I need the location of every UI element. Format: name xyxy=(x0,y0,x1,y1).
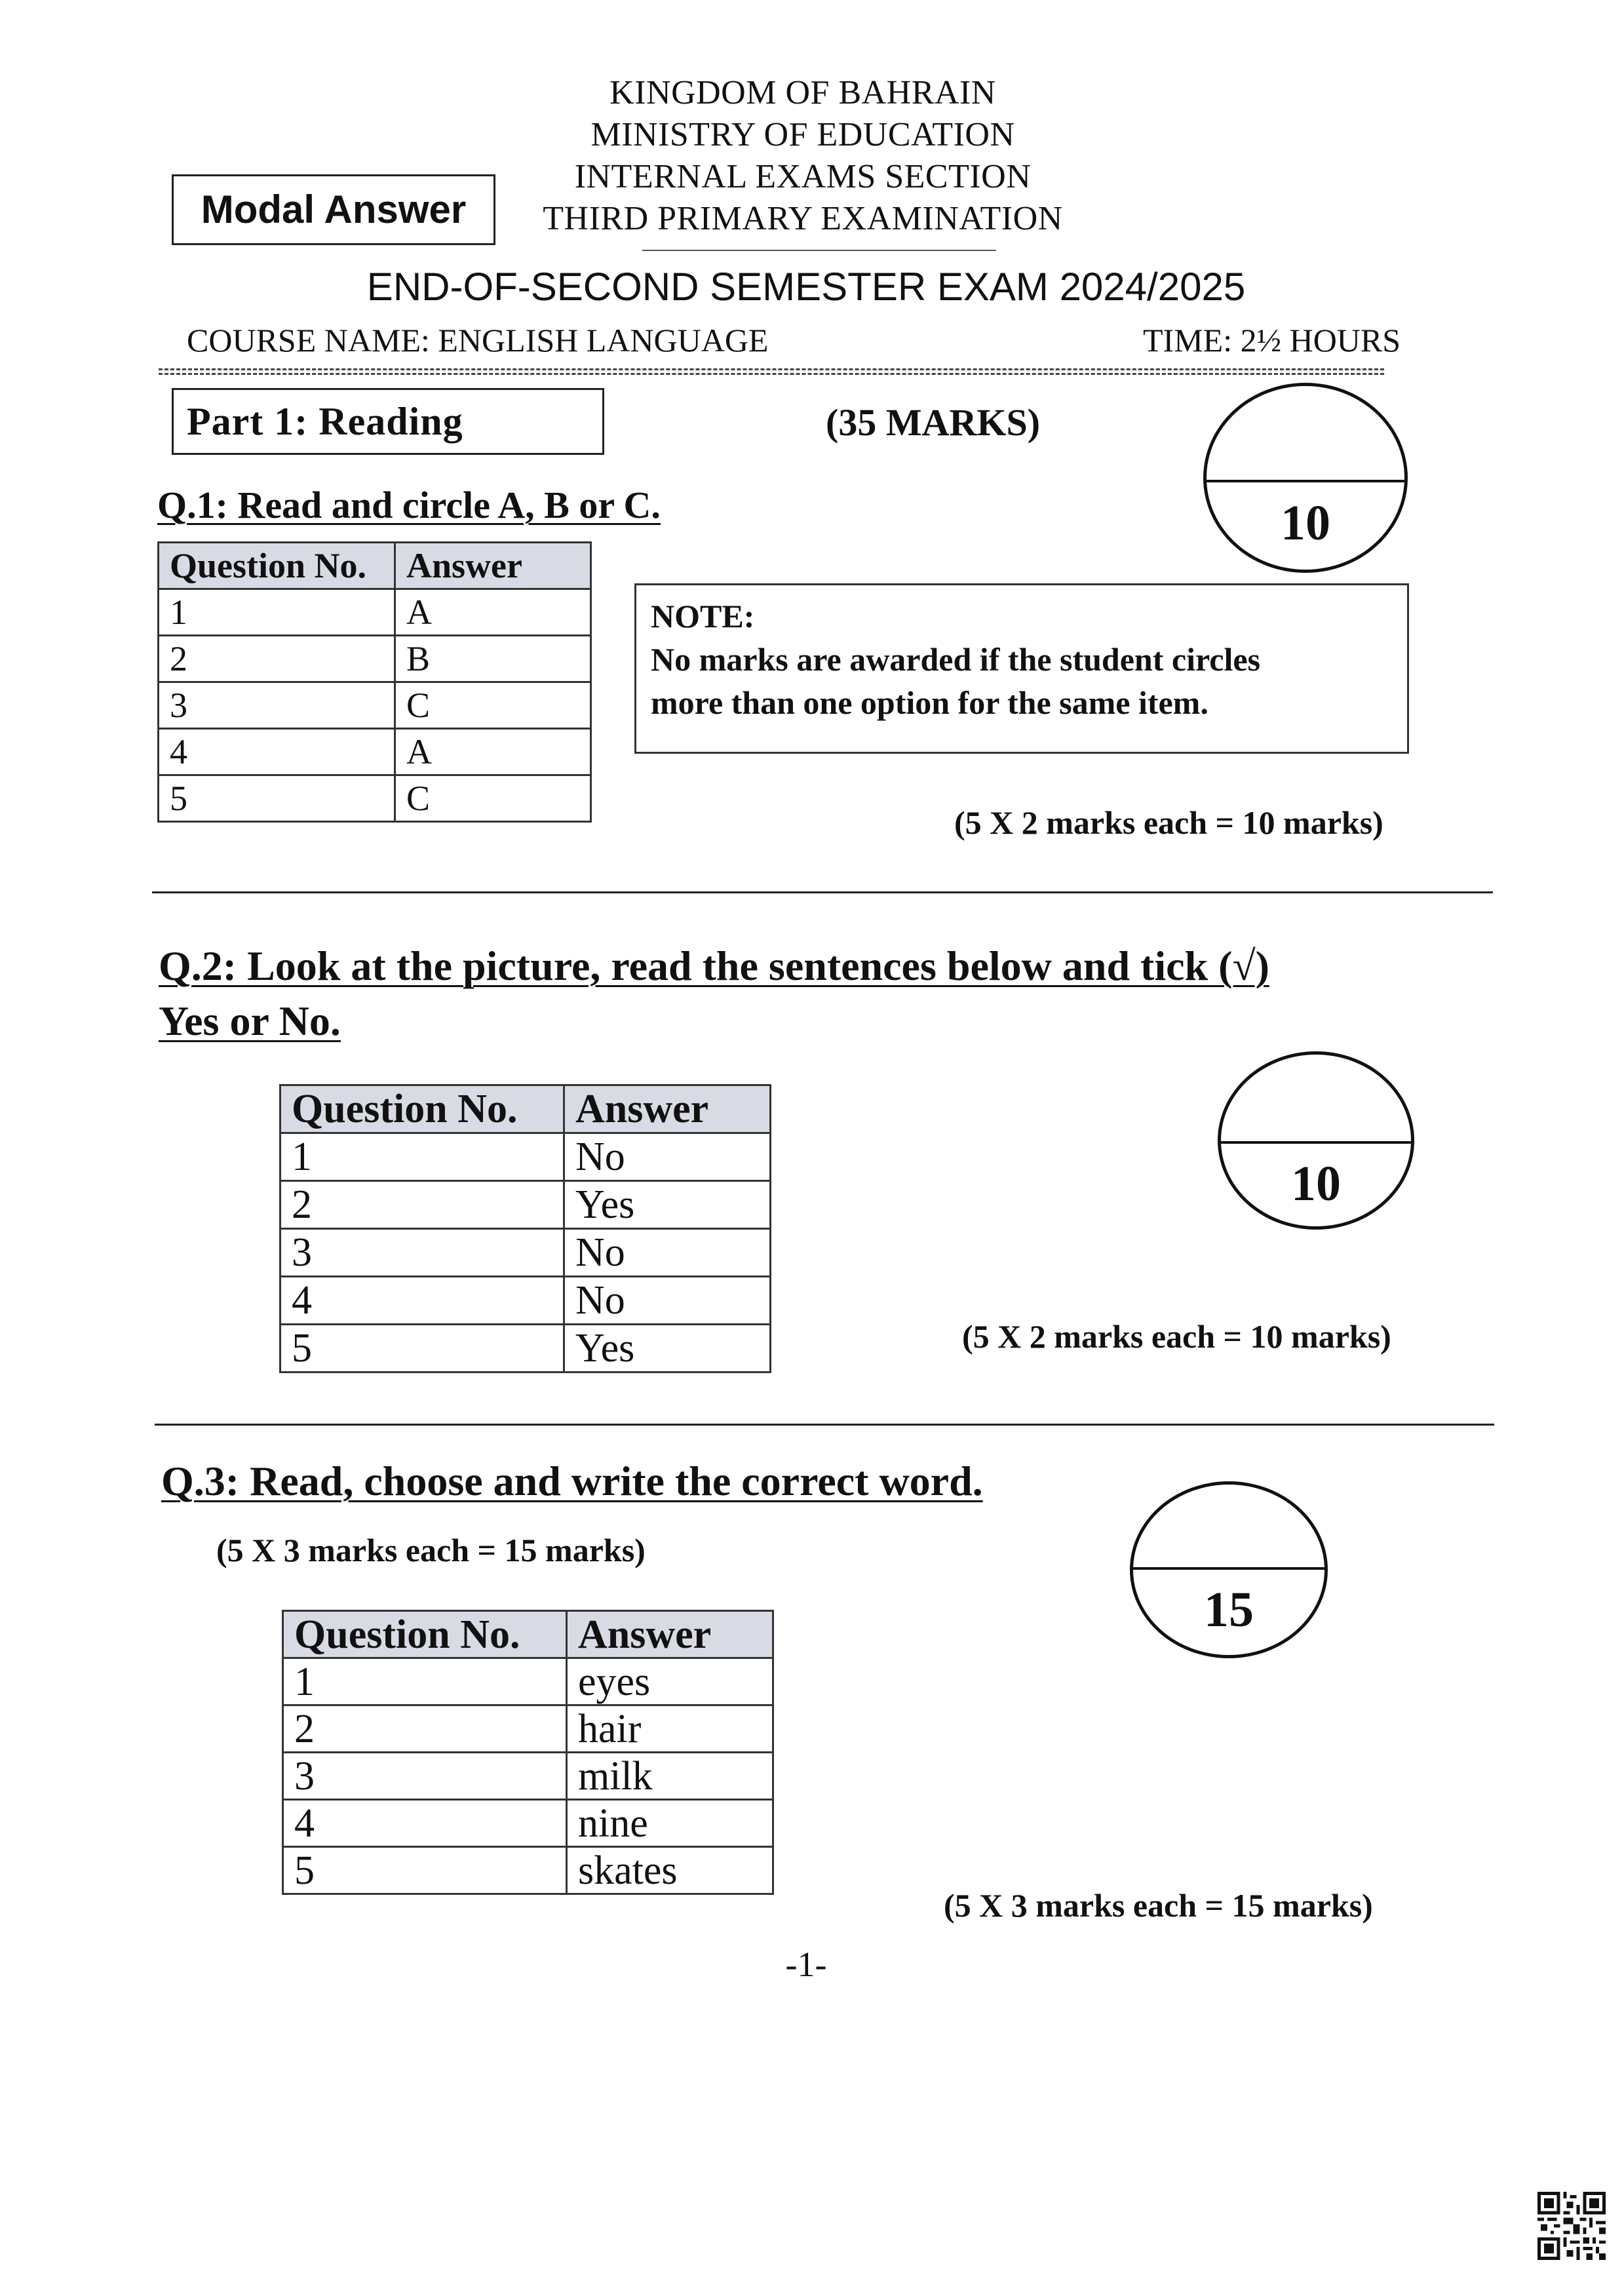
answer-cell: milk xyxy=(567,1753,773,1800)
score-divider xyxy=(1221,1141,1411,1144)
part-marks: (35 MARKS) xyxy=(826,401,1041,444)
section-divider xyxy=(152,891,1493,893)
ministry-line: KINGDOM OF BAHRAIN xyxy=(609,74,996,111)
note-title: NOTE: xyxy=(651,598,755,634)
q1-answer-table xyxy=(157,541,592,823)
question-number: 5 xyxy=(280,1325,564,1372)
table-row xyxy=(280,1133,771,1181)
answer-cell: Yes xyxy=(564,1181,771,1229)
answer-cell: nine xyxy=(567,1800,773,1847)
table-header-row xyxy=(280,1085,771,1133)
table-row xyxy=(283,1658,773,1705)
answer-cell: C xyxy=(395,775,591,822)
column-header: Answer xyxy=(567,1611,773,1658)
table-row xyxy=(283,1847,773,1894)
table-row xyxy=(280,1229,771,1277)
column-header: Question No. xyxy=(159,543,395,589)
question-number: 3 xyxy=(159,682,395,729)
double-rule xyxy=(159,368,1384,375)
table-row xyxy=(283,1753,773,1800)
table-row xyxy=(159,729,591,775)
answer-cell: No xyxy=(564,1277,771,1325)
answer-cell: A xyxy=(395,589,591,636)
q2-title-line: Q.2: Look at the picture, read the sentences below and tick (√) xyxy=(159,943,1269,989)
q1-marks: (5 X 2 marks each = 10 marks) xyxy=(954,804,1383,841)
answer-cell: Yes xyxy=(564,1325,771,1372)
question-number: 2 xyxy=(283,1705,567,1753)
ministry-line: MINISTRY OF EDUCATION xyxy=(590,116,1015,153)
q2-title-line: Yes or No. xyxy=(159,998,341,1044)
course-name: COURSE NAME: ENGLISH LANGUAGE xyxy=(187,322,769,359)
q3-score: 15 xyxy=(1204,1582,1254,1637)
q3-title: Q.3: Read, choose and write the correct word. xyxy=(161,1458,983,1504)
part-label: Part 1: Reading xyxy=(172,388,604,455)
q3-marks-top: (5 X 3 marks each = 15 marks) xyxy=(216,1532,646,1568)
column-header: Question No. xyxy=(280,1085,564,1133)
table-header-row xyxy=(283,1611,773,1658)
header-divider xyxy=(642,250,996,251)
ministry-line: THIRD PRIMARY EXAMINATION xyxy=(543,200,1063,237)
q1-score: 10 xyxy=(1281,496,1330,551)
table-row xyxy=(159,682,591,729)
section-divider xyxy=(155,1424,1494,1426)
answer-cell: A xyxy=(395,729,591,775)
question-number: 1 xyxy=(280,1133,564,1181)
question-number: 5 xyxy=(159,775,395,822)
ministry-line: INTERNAL EXAMS SECTION xyxy=(574,158,1032,195)
note-line: No marks are awarded if the student circles xyxy=(651,641,1260,678)
score-divider xyxy=(1133,1567,1324,1570)
score-divider xyxy=(1207,480,1404,482)
table-row xyxy=(280,1325,771,1372)
table-row xyxy=(159,636,591,682)
answer-cell: B xyxy=(395,636,591,682)
q3-answer-table xyxy=(282,1610,774,1895)
answer-cell: skates xyxy=(567,1847,773,1894)
q1-title: Q.1: Read and circle A, B or C. xyxy=(157,484,661,526)
q3-marks-bottom: (5 X 3 marks each = 15 marks) xyxy=(944,1887,1373,1924)
exam-time: TIME: 2½ HOURS xyxy=(1143,322,1401,359)
qr-code-icon xyxy=(1537,2192,1606,2260)
table-row xyxy=(159,589,591,636)
answer-cell: No xyxy=(564,1229,771,1277)
q2-marks: (5 X 2 marks each = 10 marks) xyxy=(962,1318,1391,1355)
note-box xyxy=(634,583,1409,754)
page-number: -1- xyxy=(785,1945,827,1984)
question-number: 3 xyxy=(280,1229,564,1277)
question-number: 4 xyxy=(159,729,395,775)
question-number: 4 xyxy=(283,1800,567,1847)
answer-cell: No xyxy=(564,1133,771,1181)
column-header: Question No. xyxy=(283,1611,567,1658)
table-row xyxy=(283,1800,773,1847)
modal-answer-badge: Modal Answer xyxy=(172,174,495,245)
q1-score-circle xyxy=(1203,383,1408,573)
answer-cell: C xyxy=(395,682,591,729)
column-header: Answer xyxy=(564,1085,771,1133)
question-number: 2 xyxy=(159,636,395,682)
column-header: Answer xyxy=(395,543,591,589)
table-row xyxy=(159,775,591,822)
table-row xyxy=(280,1277,771,1325)
question-number: 4 xyxy=(280,1277,564,1325)
note-line: more than one option for the same item. xyxy=(651,684,1208,721)
table-row xyxy=(283,1705,773,1753)
question-number: 1 xyxy=(283,1658,567,1705)
q3-score-circle xyxy=(1130,1481,1328,1658)
answer-cell: hair xyxy=(567,1705,773,1753)
exam-title: END-OF-SECOND SEMESTER EXAM 2024/2025 xyxy=(366,265,1246,309)
q2-answer-table xyxy=(279,1084,771,1373)
question-number: 2 xyxy=(280,1181,564,1229)
answer-cell: eyes xyxy=(567,1658,773,1705)
q2-score: 10 xyxy=(1291,1156,1341,1211)
question-number: 1 xyxy=(159,589,395,636)
table-header-row xyxy=(159,543,591,589)
question-number: 3 xyxy=(283,1753,567,1800)
question-number: 5 xyxy=(283,1847,567,1894)
ministry-header xyxy=(511,72,1094,240)
table-row xyxy=(280,1181,771,1229)
q2-title xyxy=(159,939,1269,1049)
q2-score-circle xyxy=(1218,1051,1414,1230)
